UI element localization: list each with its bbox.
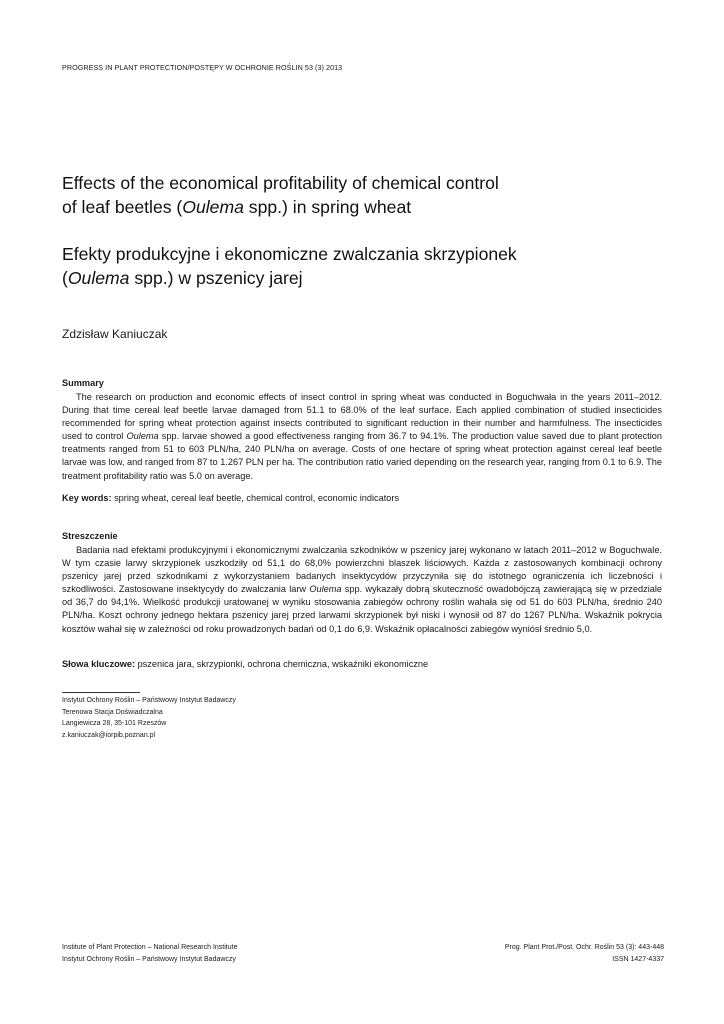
streszczenie-text-genus: Oulema — [309, 584, 342, 595]
affiliation-line: Langiewicza 28, 35-101 Rzeszów — [62, 720, 167, 728]
footer-citation — [505, 942, 664, 965]
footer-institute — [62, 942, 238, 965]
footer-institute-en: Institute of Plant Protection – National Research Institute — [62, 944, 238, 951]
title-polish-genus: Oulema — [67, 268, 130, 288]
title-polish-text-end: spp.) w pszenicy jarej — [129, 268, 303, 288]
streszczenie-text — [62, 544, 662, 636]
author-name: Zdzisław Kaniuczak — [62, 327, 168, 341]
keywords-label: Key words: — [62, 493, 112, 503]
title-english-text-end: spp.) in spring wheat — [243, 197, 412, 217]
streszczenie-keywords — [62, 658, 662, 671]
title-polish-line2 — [62, 266, 662, 290]
title-polish-text: ( — [62, 268, 68, 288]
title-english-line1: Effects of the economical profitability of chemical control — [62, 173, 499, 193]
author-email: z.kaniuczak@iorpib.poznan.pl — [62, 731, 156, 739]
title-english-line2 — [62, 195, 662, 219]
footer-institute-pl: Instytut Ochrony Roślin – Państwowy Instytut Badawczy — [62, 955, 236, 963]
summary-text-part1: The research on production and economic effects of insect control in spring wheat was conducted in Boguchwała in the years 2011–2012. During that time cereal leaf beetle larvae damaged from 51.1 to 68.0% of the leaf surface. Each applied combination of studied insecticides recommended for spring wheat protection against insects contributed to significant reduction in their number and harmfulness. The insecticides used to control — [62, 392, 662, 442]
title-polish-line1: Efekty produkcyjne i ekonomiczne zwalczania skrzypionek — [62, 244, 517, 264]
footer-citation-ref: Prog. Plant Prot./Post. Ochr. Roślin 53 (3): 443-448 — [504, 944, 664, 951]
summary-text — [62, 391, 662, 483]
title-polish — [62, 242, 662, 290]
slowa-kluczowe-list: pszenica jara, skrzypionki, ochrona chemiczna, wskaźniki ekonomiczne — [135, 659, 429, 669]
affiliation-line: Terenowa Stacja Doświadczalna — [62, 708, 163, 716]
slowa-kluczowe-label: Słowa kluczowe: — [62, 659, 136, 669]
summary-keywords — [62, 492, 662, 505]
footnote-divider — [62, 692, 140, 693]
title-english — [62, 171, 662, 219]
affiliation-line: Instytut Ochrony Roślin – Państwowy Instytut Badawczy — [62, 697, 236, 704]
streszczenie-text-part2: spp. wykazały dobrą skuteczność owadobójczą zawierającą się w przedziale od 36,7 do 94,1%. Wielkość produkcji uratowanej w wyniku stosowania zabiegów ochrony roślin wahała się od 51 do 603 PLN/ha, średnio 240 PLN/ha. Koszt ochrony jednego hektara pszenicy jarej przed larwami skrzypionek był niski i wynosił od 87 do 1267 PLN/ha. Wskaźnik pokrycia kosztów wahał się w zależności od roku prowadzonych badań od 0,1 do 6,9. Wskaźnik opłacalności zabiegów wyniósł średnio 5,0. — [62, 584, 662, 634]
streszczenie-heading: Streszczenie — [62, 531, 118, 541]
streszczenie-text-part1: Badania nad efektami produkcyjnymi i ekonomicznymi zwalczania szkodników w pszenicy jarej wykonano w latach 2011–2012 w Boguchwale. W tym czasie larwy skrzypionek uszkodziły od 51,1 do 68,0% powierzchni blaszek liściowych. Każda z zastosowanych kombinacji ochrony pszenicy jarej przed szkodnikami z wykorzystaniem badanych insektycydów przyczyniła się do istotnego ograniczenia ich liczebności i szkodliwości. Zastosowane insektycydy do zwalczania larw — [62, 545, 662, 595]
summary-text-part2: spp. larvae showed a good effectiveness ranging from 36.7 to 94.1%. The production value saved due to plant protection treatments ranged from 51 to 603 PLN/ha, 240 PLN/ha on average. Costs of one hectare of spring wheat protection against cereal leaf beetle larvae was low, and ranged from 87 to 1.267 PLN per ha. The contribution ratio varied depending on the research year, ranging from 0.1 to 6.9. The treatment profitability ratio was 5.0 on average. — [62, 431, 662, 481]
journal-header: PROGRESS IN PLANT PROTECTION/POSTĘPY W OCHRONIE ROŚLIN 53 (3) 2013 — [62, 63, 343, 72]
summary-heading: Summary — [62, 378, 104, 388]
title-english-genus: Oulema — [182, 197, 244, 217]
keywords-list: spring wheat, cereal leaf beetle, chemical control, economic indicators — [111, 493, 400, 503]
author-affiliation — [62, 695, 236, 741]
title-english-text: of leaf beetles ( — [62, 197, 183, 217]
summary-text-genus: Oulema — [126, 431, 159, 442]
footer-issn: ISSN 1427-4337 — [612, 955, 664, 963]
